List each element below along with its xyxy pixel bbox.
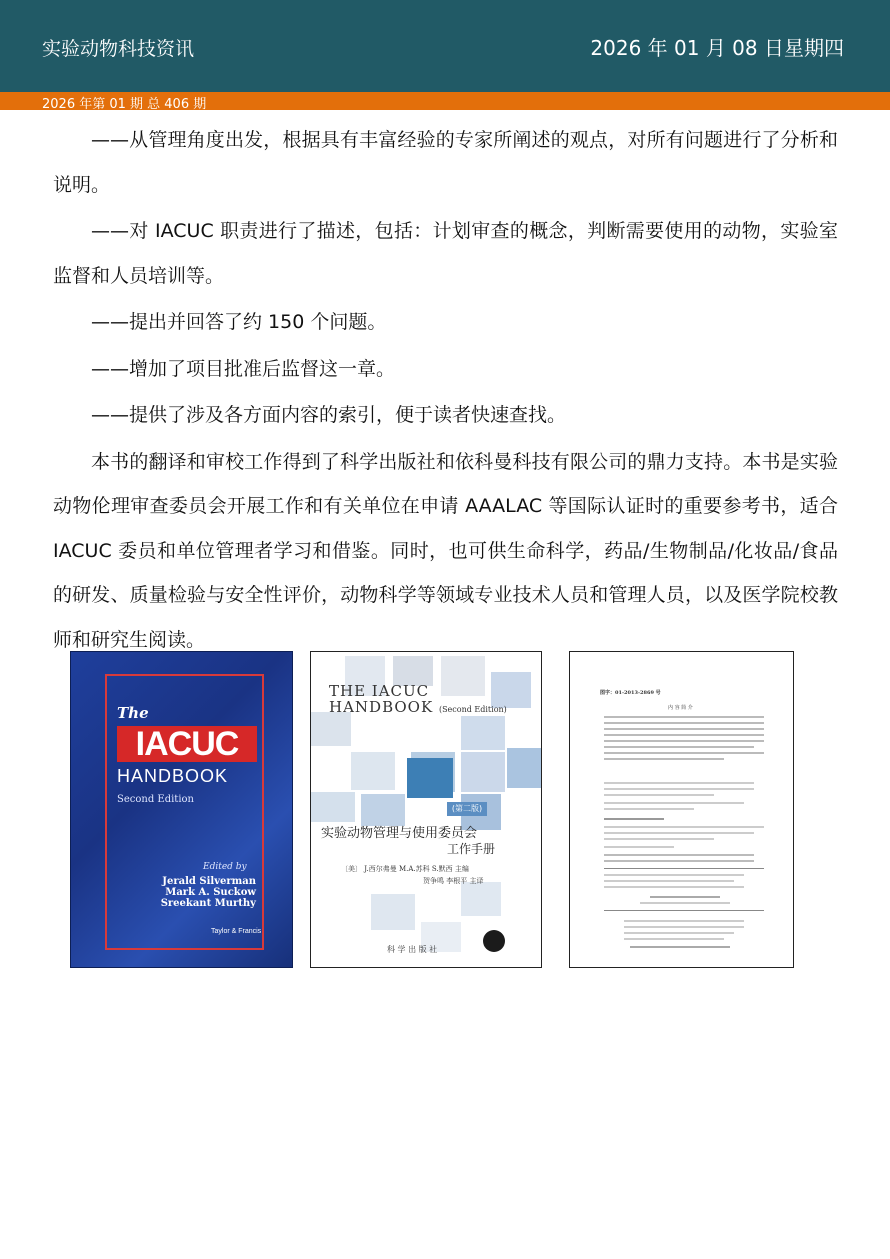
cover-edition-cn: (第二版) [447, 802, 487, 816]
copyright-section-title: 内 容 简 介 [668, 705, 693, 711]
author-name: Sreekant Murthy [160, 898, 256, 909]
cover-the: The [117, 704, 149, 722]
cover-publisher-cn: 科 学 出 版 社 [387, 945, 438, 954]
cover-title-cn-line2: 工作手册 [447, 842, 496, 856]
cover-iacuc-title: IACUC [117, 726, 257, 762]
paragraph: ——增加了项目批准后监督这一章。 [91, 357, 396, 380]
cover-translators-cn: 贺争鸣 李根平 主译 [423, 877, 484, 885]
cover-title-en-line2: HANDBOOK (Second Edition) [329, 698, 507, 716]
paragraph: ——对 IACUC 职责进行了描述，包括：计划审查的概念，判断需要使用的动物，实验室监督和人员培训等。 [53, 220, 838, 287]
paragraph: 本书的翻译和审校工作得到了科学出版社和依科曼科技有限公司的鼎力支持。本书是实验动物伦理审查委员会开展工作和有关单位在申请 AAALAC 等国际认证时的重要参考书，适合 IACUC 委员和单位管理者学习和借鉴。同时，也可供生命科学，药品/生物制品/化妆品/食品的研发、质量检验与安全性评价，动物科学等领域专业技术人员和管理人员，以及医学院校教师和研究生阅读。 [53, 450, 838, 651]
cover-authors [161, 876, 256, 909]
cover-edition: Second Edition [117, 794, 194, 805]
cover-title-cn-line1: 实验动物管理与使用委员会 [321, 826, 478, 841]
cover-seal-image [483, 930, 505, 952]
publication-date: 2026 年 01 月 08 日星期四 [590, 36, 844, 60]
paragraph: ——从管理角度出发，根据具有丰富经验的专家所阐述的观点，对所有问题进行了分析和说明。 [53, 129, 838, 196]
cover-handbook-title: HANDBOOK [117, 766, 229, 786]
cover-title-en-line1: THE IACUC [329, 682, 430, 700]
cover-edited-by: Edited by [203, 862, 247, 872]
book-cover-english [70, 651, 293, 968]
publisher-logo: Taylor & Francis [211, 928, 262, 935]
copyright-header: 图字：01-2013-2869 号 [600, 690, 661, 696]
article-body [53, 118, 838, 662]
cover-authors-cn: 〔美〕 J.西尔弗曼 M.A.苏科 S.默西 主编 [341, 865, 469, 873]
page-header [0, 0, 890, 92]
book-cover-chinese [310, 651, 542, 968]
issue-bar [0, 92, 890, 110]
author-name: Jerald Silverman [162, 876, 256, 887]
paragraph: ——提供了涉及各方面内容的索引，便于读者快速查找。 [91, 404, 567, 426]
paragraph: ——提出并回答了约 150 个问题。 [91, 311, 387, 333]
issue-number: 2026 年第 01 期 总 406 期 [42, 97, 207, 112]
publication-title: 实验动物科技资讯 [42, 38, 195, 60]
author-name: Mark A. Suckow [165, 887, 256, 898]
book-copyright-page [569, 651, 794, 968]
